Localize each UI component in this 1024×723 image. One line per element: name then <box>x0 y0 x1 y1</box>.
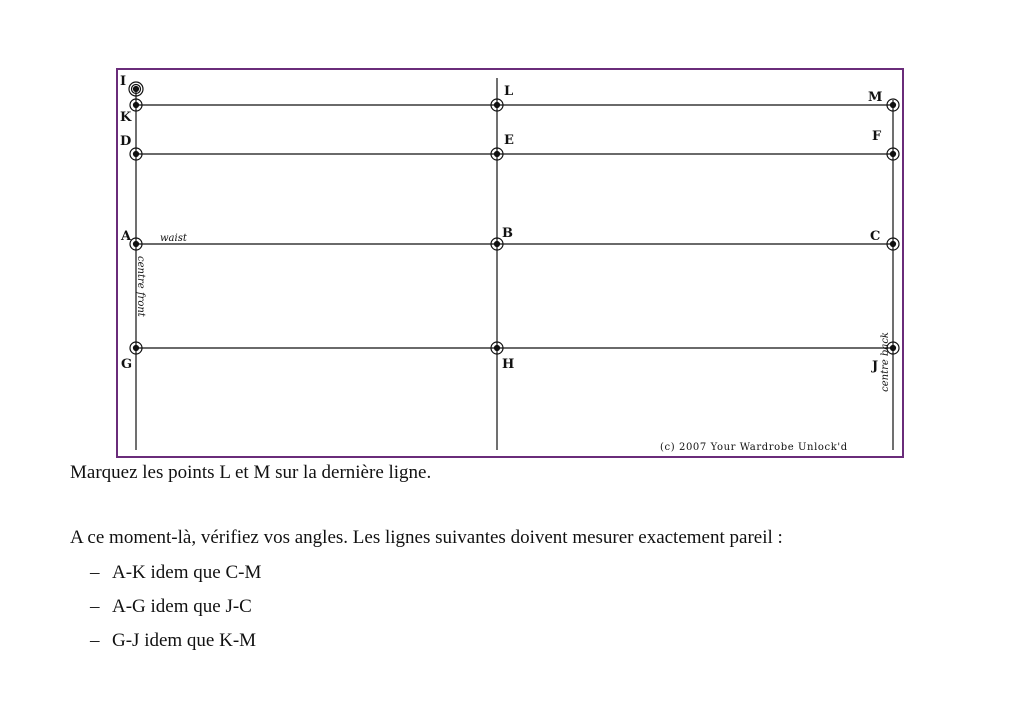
point-d-label: D <box>120 134 132 149</box>
centre-front-label: centre front <box>135 256 146 317</box>
point-h-label: H <box>502 357 515 372</box>
list-item <box>90 594 261 628</box>
check-text: A-K idem que C-M <box>112 562 262 583</box>
bullet-dash: – <box>90 596 100 617</box>
bullet-dash: – <box>90 630 100 651</box>
point-i-marker <box>129 82 143 96</box>
point-e-label: E <box>504 133 514 148</box>
point-a-label: A <box>121 229 132 244</box>
check-intro-text: A ce moment-là, vérifiez vos angles. Les lignes suivantes doivent mesurer exactement pareil : <box>70 527 783 548</box>
point-l-label: L <box>504 84 514 99</box>
check-list <box>90 560 261 662</box>
list-item <box>90 628 261 662</box>
pattern-draft-svg <box>118 70 902 456</box>
point-j-label: J <box>872 359 879 374</box>
centre-back-label: centre back <box>880 332 891 392</box>
waist-label: waist <box>160 233 187 244</box>
point-g-label: G <box>121 357 133 372</box>
point-b-label: B <box>502 226 513 241</box>
copyright-text: (c) 2007 Your Wardrobe Unlock'd <box>660 442 848 453</box>
point-c-label: C <box>870 229 881 244</box>
point-m-label: M <box>868 90 883 105</box>
check-text: G-J idem que K-M <box>112 630 257 651</box>
check-text: A-G idem que J-C <box>112 596 252 617</box>
bullet-dash: – <box>90 562 100 583</box>
instruction-text: Marquez les points L et M sur la dernière ligne. <box>70 462 432 483</box>
pattern-diagram <box>116 68 904 458</box>
point-k-label: K <box>120 110 132 125</box>
point-i-label: I <box>120 74 127 89</box>
point-f-label: F <box>872 129 882 144</box>
list-item <box>90 560 261 594</box>
